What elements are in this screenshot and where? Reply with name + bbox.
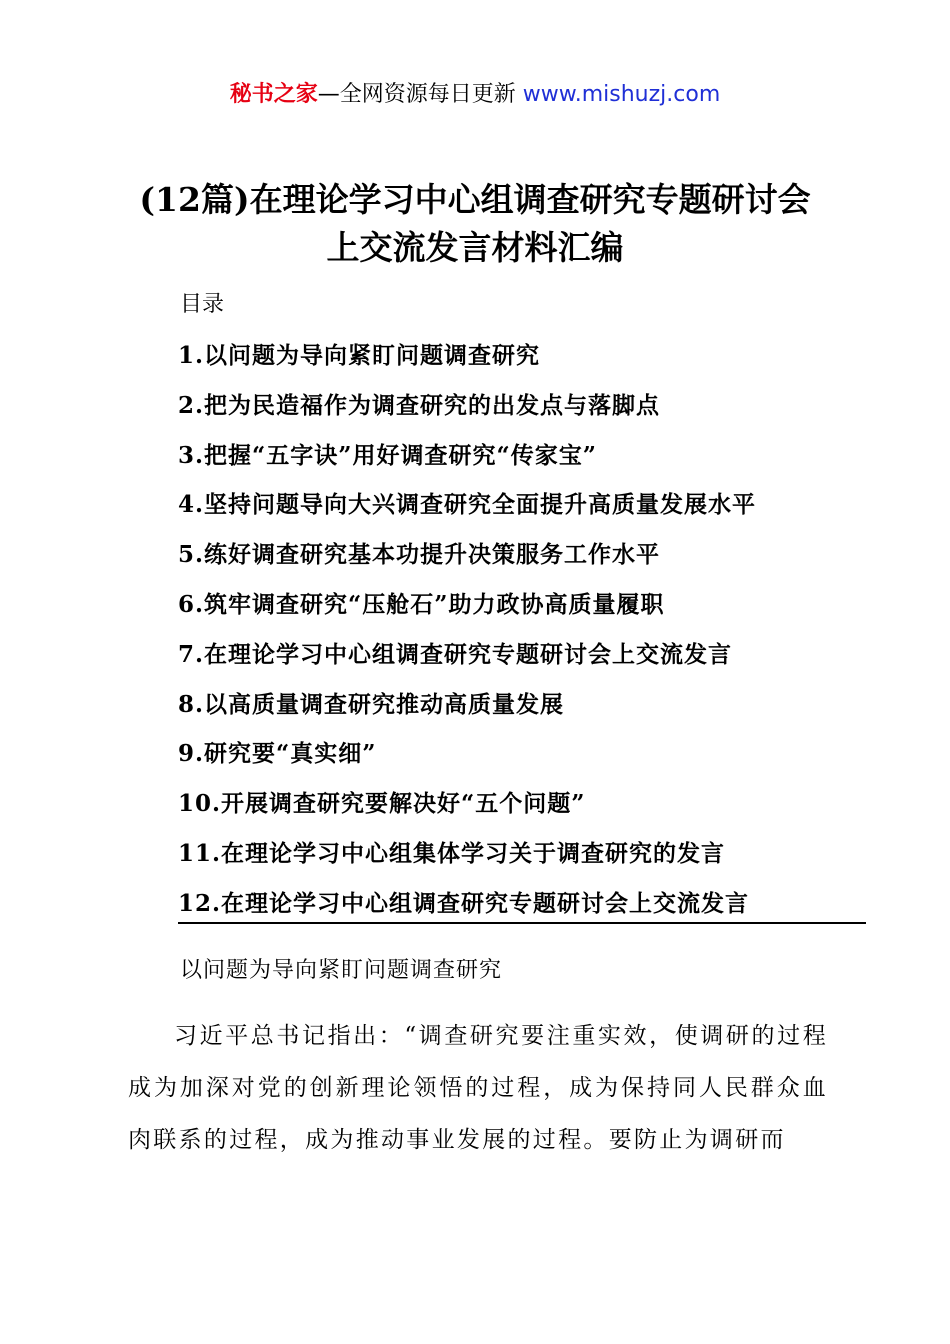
toc-item: 12.在理论学习中心组调查研究专题研讨会上交流发言 — [178, 889, 750, 917]
toc-item: 2.把为民造福作为调查研究的出发点与落脚点 — [178, 391, 661, 419]
site-header — [0, 80, 950, 110]
toc-item: 6.筑牢调查研究“压舱石”助力政协高质量履职 — [178, 590, 665, 618]
document-title-line-2: 上交流发言材料汇编 — [326, 228, 624, 267]
toc-item: 10.开展调查研究要解决好“五个问题” — [178, 790, 586, 818]
toc-item: 5.练好调查研究基本功提升决策服务工作水平 — [178, 541, 661, 569]
document-title — [0, 176, 950, 272]
table-of-contents — [178, 340, 868, 938]
toc-item: 8.以高质量调查研究推动高质量发展 — [178, 690, 565, 718]
toc-item: 11.在理论学习中心组集体学习关于调查研究的发言 — [178, 839, 726, 867]
toc-item: 3.把握“五字诀”用好调查研究“传家宝” — [178, 441, 597, 469]
toc-item: 9.研究要“真实细” — [178, 740, 377, 768]
body-paragraph: 习近平总书记指出：“调查研究要注重实效，使调研的过程成为加深对党的创新理论领悟的过程，成为保持同人民群众血肉联系的过程，成为推动事业发展的过程。要防止为调研而 — [128, 1023, 828, 1153]
section-heading: 以问题为导向紧盯问题调查研究 — [180, 958, 503, 983]
document-title-line-1: (12篇)在理论学习中心组调查研究专题研讨会 — [139, 180, 811, 219]
site-tagline: —全网资源每日更新 — [317, 82, 516, 107]
toc-item: 1.以问题为导向紧盯问题调查研究 — [178, 342, 541, 369]
toc-divider — [178, 922, 866, 924]
toc-item: 7.在理论学习中心组调查研究专题研讨会上交流发言 — [178, 640, 733, 668]
site-url-link[interactable]: www.mishuzj.com — [522, 82, 721, 107]
toc-item: 4.坚持问题导向大兴调查研究全面提升高质量发展水平 — [178, 491, 757, 519]
toc-heading: 目录 — [180, 292, 225, 317]
site-brand: 秘书之家 — [229, 82, 318, 107]
